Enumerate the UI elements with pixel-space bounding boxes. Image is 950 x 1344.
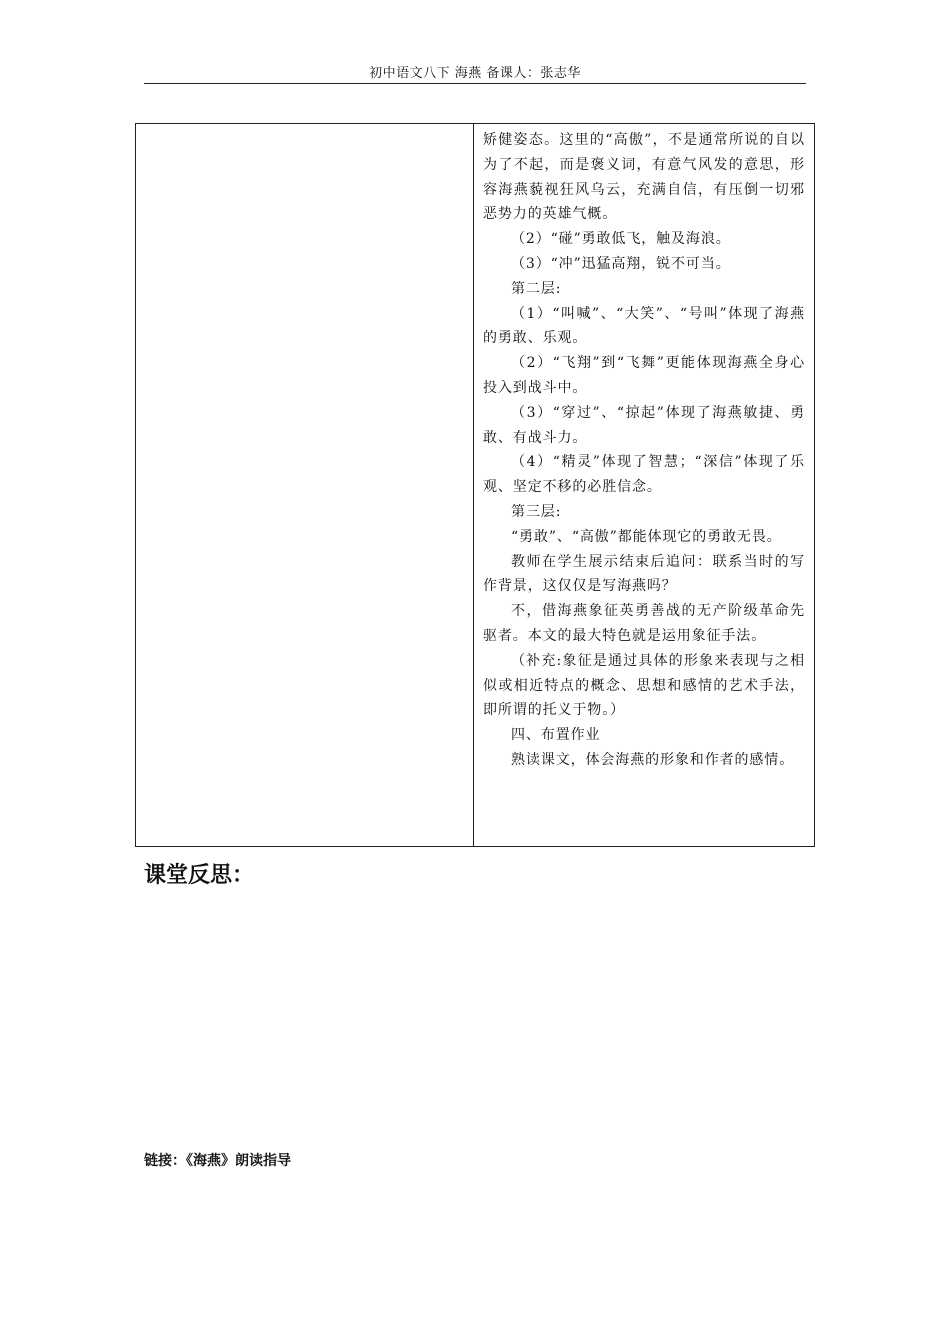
table-left-cell [136, 124, 474, 846]
link-text: 链接：《海燕》朗读指导 [144, 1153, 291, 1169]
lesson-paragraph: （3）“冲”迅猛高翔，锐不可当。 [511, 255, 731, 272]
lesson-paragraph: 熟读课文，体会海燕的形象和作者的感情。 [511, 751, 795, 768]
lesson-paragraph: （3）“穿过”、“掠起”体现了海燕敏捷、勇敢、有战斗力。 [483, 404, 805, 446]
lesson-paragraph: “勇敢”、“高傲”都能体现它的勇敢无畏。 [511, 528, 782, 545]
lesson-paragraph: （2）“飞翔”到“飞舞”更能体现海燕全身心投入到战斗中。 [483, 355, 805, 396]
lesson-paragraph: （2）“碰”勇敢低飞，触及海浪。 [511, 231, 731, 248]
table-right-cell [474, 124, 814, 846]
reflection-title: 课堂反思： [144, 863, 255, 888]
page-header: 初中语文八下 海燕 备课人：张志华 [369, 66, 581, 81]
lesson-paragraph: 第二层: [511, 280, 562, 297]
lesson-paragraph: （1）“叫喊”、“大笑”、“号叫”体现了海燕的勇敢、乐观。 [483, 305, 805, 347]
lesson-paragraph: 教师在学生展示结束后追问：联系当时的写作背景，这仅仅是写海燕吗？ [483, 553, 805, 595]
lesson-paragraph: 四、布置作业 [511, 727, 601, 744]
header-rule [144, 83, 806, 84]
lesson-paragraph: 矫健姿态。这里的“高傲”，不是通常所说的自以为了不起，而是褒义词，有意气风发的意思，形容海燕藐视狂风乌云，充满自信，有压倒一切邪恶势力的英雄气概。 [483, 132, 805, 223]
lesson-paragraph: （补充:象征是通过具体的形象来表现与之相似或相近特点的概念、思想和感情的艺术手法，即所谓的托义于物。） [483, 652, 805, 719]
lesson-table [135, 123, 815, 847]
lesson-paragraph: 第三层: [511, 503, 562, 520]
lesson-paragraph: 不，借海燕象征英勇善战的无产阶级革命先驱者。本文的最大特色就是运用象征手法。 [483, 603, 805, 644]
lesson-paragraph: （4）“精灵”体现了智慧；“深信”体现了乐观、坚定不移的必胜信念。 [483, 454, 805, 496]
